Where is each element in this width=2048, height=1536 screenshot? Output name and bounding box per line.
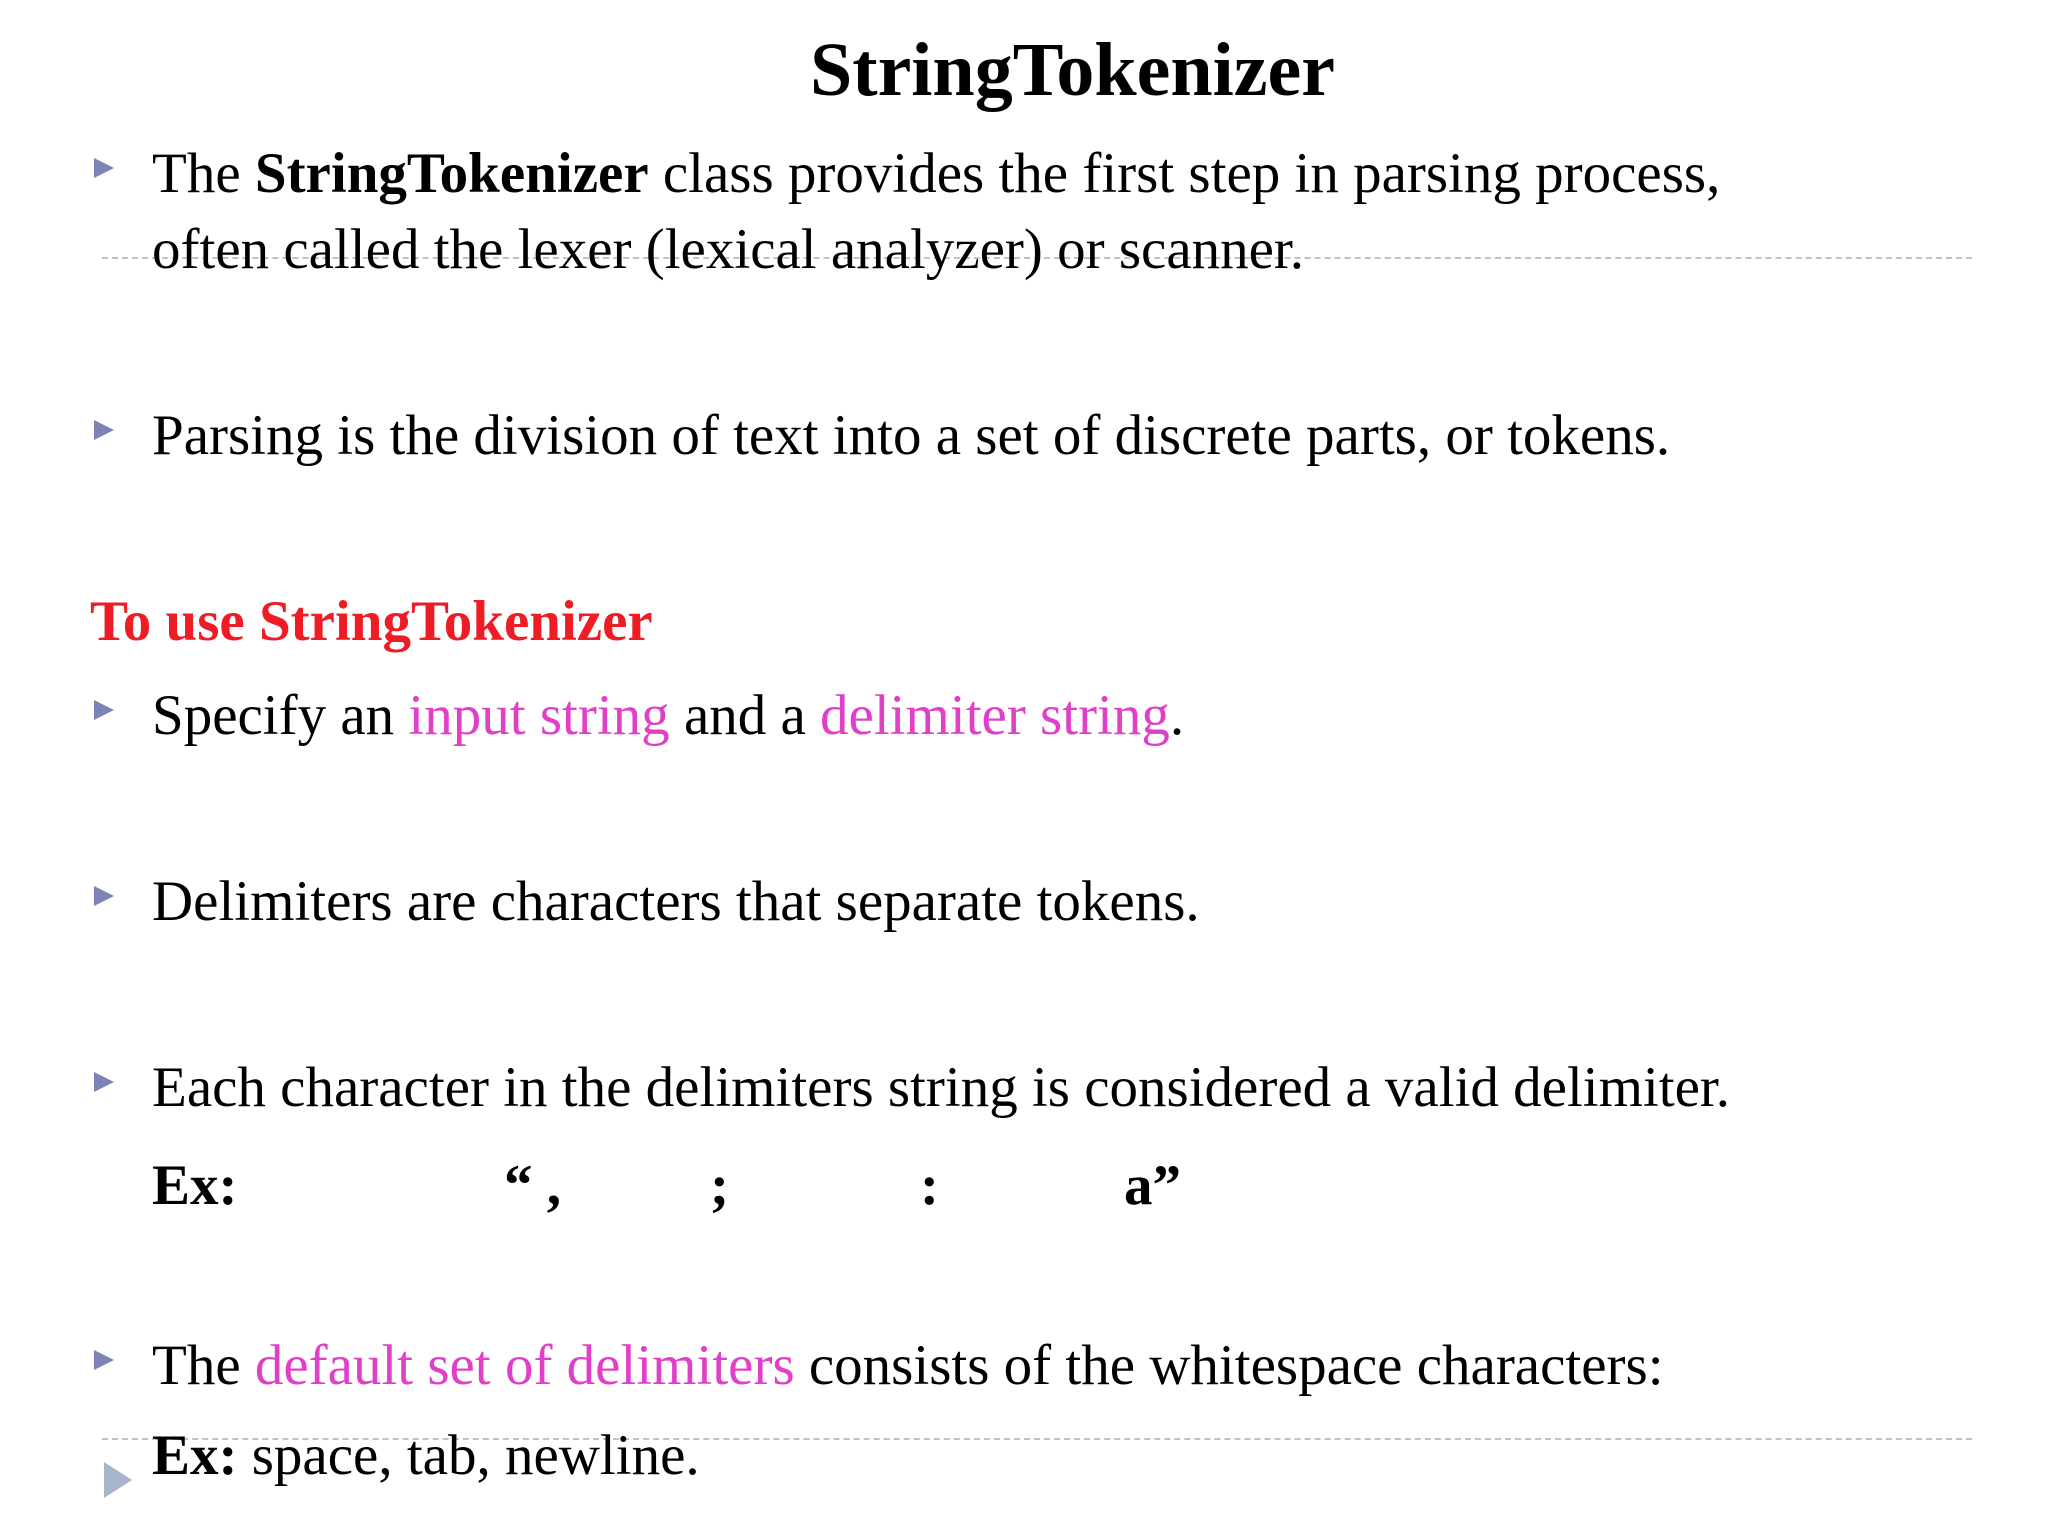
- bullet-marker-icon: [94, 1350, 114, 1370]
- highlight-delimiter-string: delimiter string: [820, 684, 1170, 747]
- bullet-1-line-2: often called the lexer (lexical analyzer) or scanner.: [152, 218, 1305, 281]
- bullet-3: [152, 678, 1184, 754]
- example-item: ;: [710, 1154, 729, 1217]
- example-item: :: [920, 1154, 939, 1217]
- bullet-marker-icon: [94, 700, 114, 720]
- bullet-6-pre: The: [152, 1334, 255, 1397]
- example-delimiters-row: [152, 1148, 1352, 1224]
- bullet-marker-icon: [94, 886, 114, 906]
- bullet-marker-icon: [94, 420, 114, 440]
- example-whitespace: [152, 1418, 700, 1494]
- bullet-3-mid: and a: [669, 684, 821, 747]
- section-heading: To use StringTokenizer: [90, 590, 653, 653]
- bullet-3-pre: Specify an: [152, 684, 409, 747]
- bullet-1-pre: The: [152, 142, 255, 205]
- bullet-6-post: consists of the whitespace characters:: [794, 1334, 1664, 1397]
- example-label: Ex:: [152, 1424, 238, 1487]
- slide-title: StringTokenizer: [810, 28, 1335, 112]
- highlight-default-delimiters: default set of delimiters: [254, 1334, 795, 1397]
- bullet-6: [152, 1328, 1664, 1404]
- bullet-2: Parsing is the division of text into a set of discrete parts, or tokens.: [152, 404, 1671, 467]
- bullet-marker-icon: [94, 158, 114, 178]
- bullet-1-post: class provides the first step in parsing process,: [648, 142, 1721, 205]
- bullet-3-post: .: [1169, 684, 1185, 747]
- example-item: “ ,: [504, 1154, 561, 1217]
- example-label: Ex:: [152, 1154, 238, 1217]
- bullet-5: Each character in the delimiters string is considered a valid delimiter.: [152, 1056, 1731, 1119]
- bullet-1-line-1: [152, 136, 1720, 212]
- bullet-4: Delimiters are characters that separate tokens.: [152, 870, 1200, 933]
- example-item: a”: [1124, 1154, 1181, 1217]
- footer-triangle-icon: [104, 1462, 132, 1498]
- example-whitespace-text: space, tab, newline.: [237, 1424, 700, 1487]
- highlight-input-string: input string: [408, 684, 670, 747]
- bullet-1-class-name: StringTokenizer: [254, 142, 649, 205]
- bullet-marker-icon: [94, 1072, 114, 1092]
